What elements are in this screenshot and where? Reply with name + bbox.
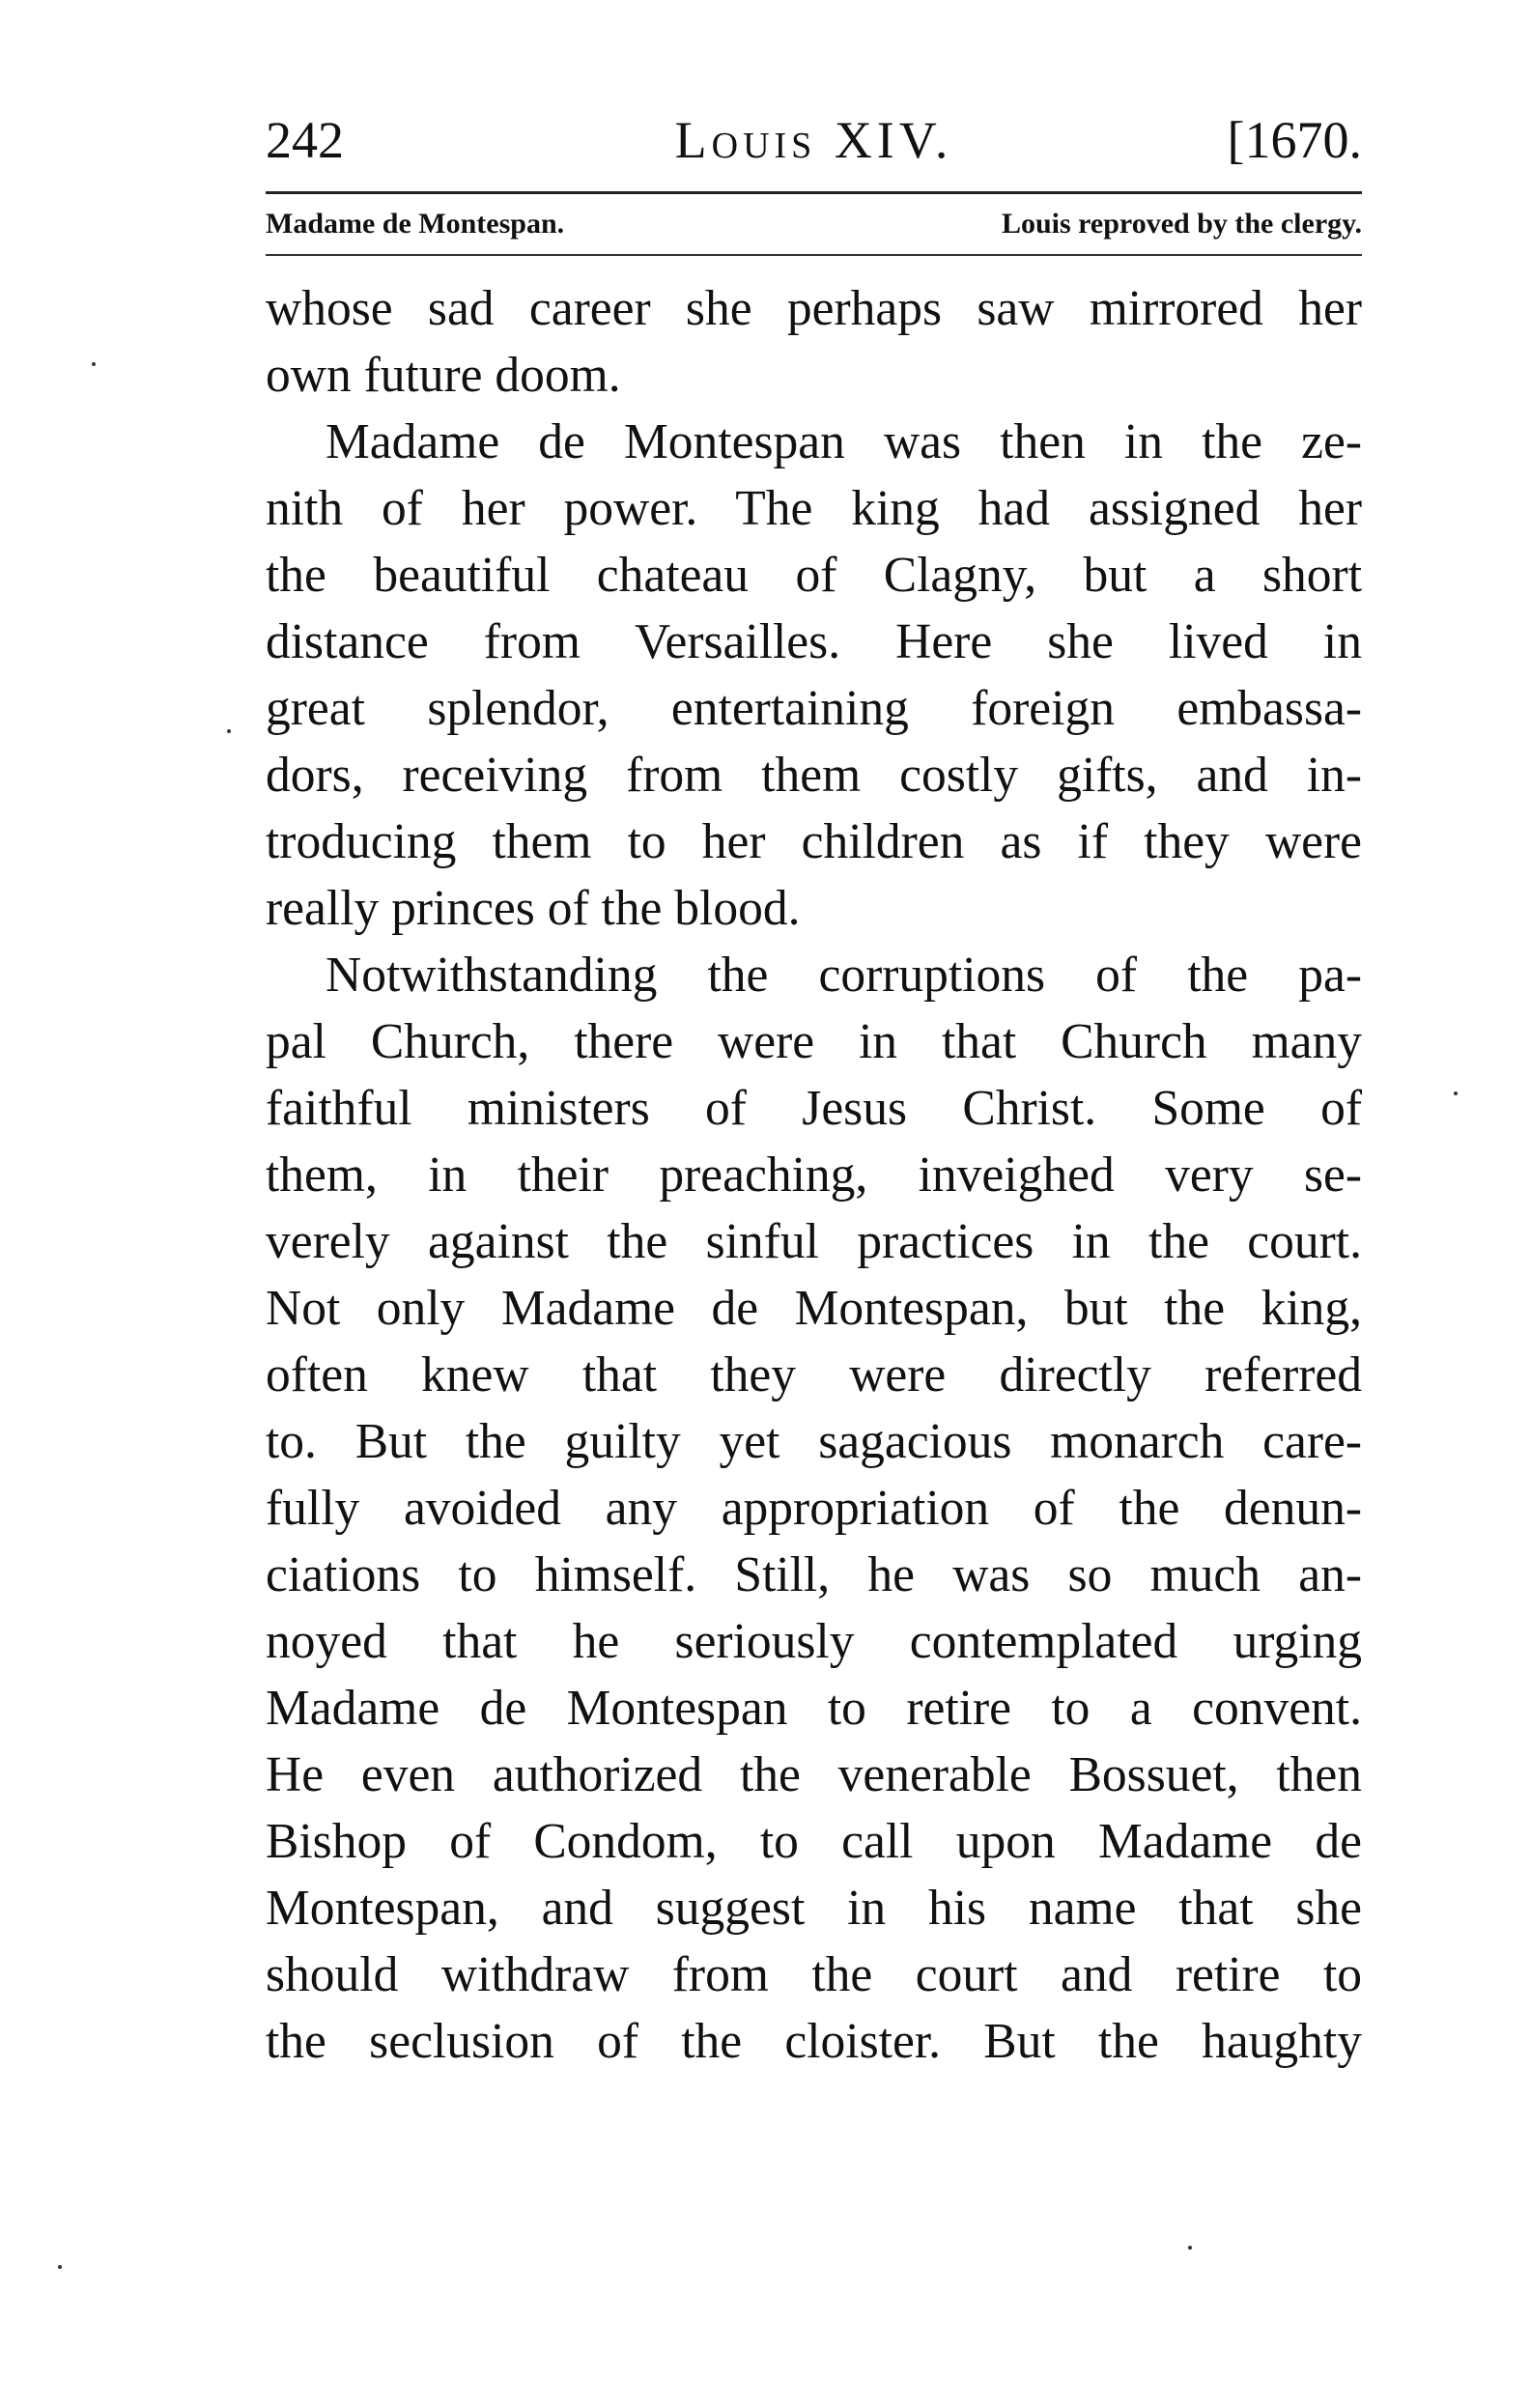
text-line: fully avoided any appropriation of the denun- xyxy=(266,1481,1362,1536)
text-line: distance from Versailles. Here she lived in xyxy=(266,614,1362,669)
paper-speck xyxy=(1188,2246,1192,2250)
header-rule-top xyxy=(266,191,1362,194)
text-line: He even authorized the venerable Bossuet, then xyxy=(266,1747,1362,1802)
text-line: often knew that they were directly referred xyxy=(266,1347,1362,1402)
text-line: should withdraw from the court and retire to xyxy=(266,1947,1362,2002)
text-line: noyed that he seriously contemplated urging xyxy=(266,1614,1362,1669)
page-number: 242 xyxy=(266,111,344,169)
subheader-right: Louis reproved by the clergy. xyxy=(1001,208,1362,240)
text-line: the seclusion of the cloister. But the haughty xyxy=(266,2014,1362,2069)
text-line: troducing them to her children as if they were xyxy=(266,814,1362,869)
running-head xyxy=(266,106,1362,174)
text-line: ciations to himself. Still, he was so much an- xyxy=(266,1547,1362,1602)
year-marker: [1670. xyxy=(1227,111,1362,169)
text-line: pal Church, there were in that Church many xyxy=(266,1014,1362,1069)
header-rule-bottom xyxy=(266,254,1362,256)
text-line: whose sad career she perhaps saw mirrored her xyxy=(266,281,1362,336)
text-line: nith of her power. The king had assigned her xyxy=(266,481,1362,536)
text-line: dors, receiving from them costly gifts, and in- xyxy=(266,748,1362,803)
subheader-left: Madame de Montespan. xyxy=(266,208,565,240)
paper-speck xyxy=(227,729,231,733)
text-line: to. But the guilty yet sagacious monarch care- xyxy=(266,1414,1362,1469)
text-line: really princes of the blood. xyxy=(266,881,801,936)
paper-speck xyxy=(1454,1091,1458,1095)
text-line: faithful ministers of Jesus Christ. Some of xyxy=(266,1081,1362,1136)
text-line: Madame de Montespan to retire to a convent. xyxy=(266,1681,1362,1736)
subheader xyxy=(266,201,1362,247)
text-line: Notwithstanding the corruptions of the pa- xyxy=(326,948,1362,1003)
text-line: them, in their preaching, inveighed very se- xyxy=(266,1147,1362,1203)
body-text xyxy=(266,275,1362,2075)
text-line: the beautiful chateau of Clagny, but a short xyxy=(266,548,1362,603)
text-line: great splendor, entertaining foreign embassa- xyxy=(266,681,1362,736)
text-line: Montespan, and suggest in his name that she xyxy=(266,1881,1362,1936)
text-line: verely against the sinful practices in the court. xyxy=(266,1214,1362,1269)
text-line: Bishop of Condom, to call upon Madame de xyxy=(266,1814,1362,1869)
text-line: own future doom. xyxy=(266,348,621,403)
text-line: Not only Madame de Montespan, but the king, xyxy=(266,1281,1362,1336)
paper-speck xyxy=(92,362,96,366)
book-title: Louis XIV. xyxy=(674,111,953,169)
paper-speck xyxy=(58,2265,62,2269)
text-line: Madame de Montespan was then in the ze- xyxy=(326,414,1362,469)
